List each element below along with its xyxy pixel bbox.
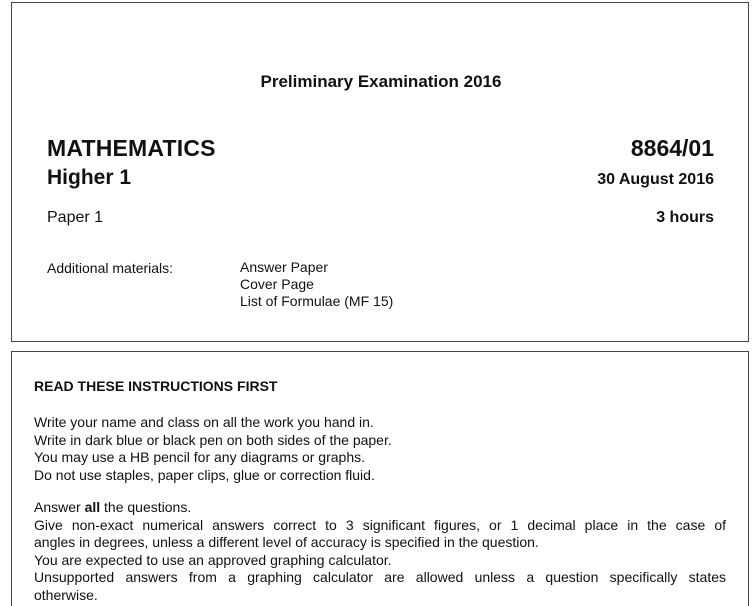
cover-header-box: [11, 2, 749, 342]
materials-list: [240, 259, 393, 310]
unsupported-answers-line-continued: otherwise.: [34, 586, 98, 603]
instruction-line: Write in dark blue or black pen on both sides of the paper.: [34, 431, 392, 448]
unsupported-answers-line: Unsupported answers from a graphing calculator are allowed unless a question specifically states: [34, 569, 726, 585]
level-title: Higher 1: [47, 166, 132, 189]
accuracy-line: Give non-exact numerical answers correct to 3 significant figures, or 1 decimal place in the case of: [34, 516, 726, 533]
exam-title: Preliminary Examination 2016: [260, 72, 502, 91]
materials-item: Cover Page: [240, 276, 314, 292]
accuracy-line-continued: angles in degrees, unless a different level of accuracy is specified in the question.: [34, 534, 539, 550]
instruction-line: Do not use staples, paper clips, glue or correction fluid.: [34, 466, 375, 483]
materials-item: Answer Paper: [240, 259, 328, 275]
instructions-answering: [34, 499, 726, 604]
instructions-general: [34, 414, 392, 484]
materials-label: Additional materials:: [47, 260, 174, 276]
paper-code: 8864/01: [630, 135, 714, 161]
instruction-line: You may use a HB pencil for any diagrams or graphs.: [34, 449, 365, 465]
instructions-box: [11, 351, 749, 606]
answer-all-line: [34, 499, 726, 517]
answer-all-emphasis: all: [84, 499, 101, 515]
subject-title: MATHEMATICS: [47, 135, 216, 161]
materials-item: List of Formulae (MF 15): [240, 293, 394, 309]
exam-date: 30 August 2016: [597, 171, 714, 188]
calculator-line: You are expected to use an approved graphing calculator.: [34, 551, 392, 568]
instruction-line: Write your name and class on all the work you hand in.: [34, 414, 374, 430]
answer-suffix: the questions.: [100, 499, 192, 515]
paper-number: Paper 1: [47, 209, 104, 226]
answer-prefix: Answer: [34, 499, 85, 515]
instructions-heading: READ THESE INSTRUCTIONS FIRST: [34, 378, 278, 394]
exam-duration: 3 hours: [656, 209, 714, 226]
